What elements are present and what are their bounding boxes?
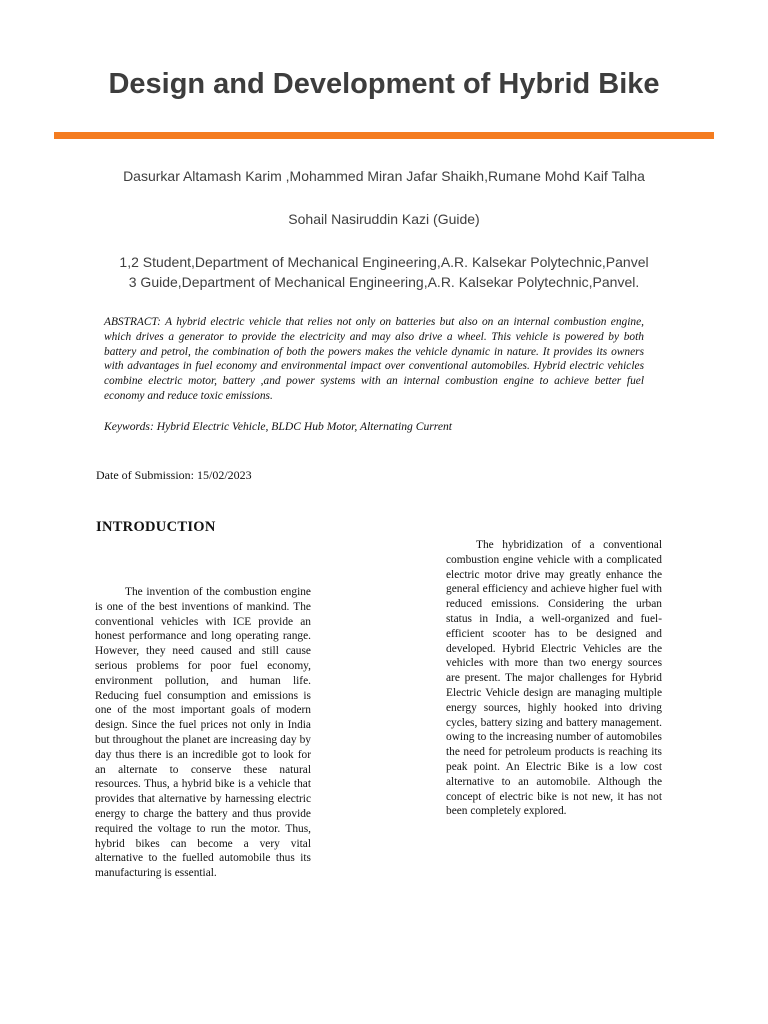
intro-paragraph-right: The hybridization of a conventional combustion engine vehicle with a complicated electric motor drive may greatly enhance the general efficiency and achieve higher fuel with reduced emissions. Considering the urban status in India, a well-organized and fuel-efficient scooter has to be designed and developed. Hybrid Electric Vehicles are the vehicles with more than two energy sources are present. The major challenges for Hybrid Electric Vehicle design are managing multiple energy sources, highly hooked into driving cycles, battery sizing and battery management. owing to the increasing number of automobiles the need for petroleum products is reaching its peak point. An Electric Bike is a low cost alternative to an automobile. Although the concept of electric bike is not new, it has not been completely explored. <box>446 539 662 818</box>
affiliation-line: 1,2 Student,Department of Mechanical Engineering,A.R. Kalsekar Polytechnic,Panvel <box>119 254 649 270</box>
keywords: Keywords: Hybrid Electric Vehicle, BLDC Hub Motor, Alternating Current <box>104 420 452 433</box>
title-divider <box>54 132 714 139</box>
intro-column-right <box>446 538 662 819</box>
affiliations <box>0 252 768 292</box>
guide-name: Sohail Nasiruddin Kazi (Guide) <box>288 211 480 227</box>
author-list: Dasurkar Altamash Karim ,Mohammed Miran Jafar Shaikh,Rumane Mohd Kaif Talha <box>123 168 645 184</box>
submission-date: Date of Submission: 15/02/2023 <box>96 468 252 482</box>
affiliation-line: 3 Guide,Department of Mechanical Engineering,A.R. Kalsekar Polytechnic,Panvel. <box>128 274 640 290</box>
paper-title: Design and Development of Hybrid Bike <box>108 68 660 100</box>
intro-paragraph-left: The invention of the combustion engine is one of the best inventions of mankind. The conventional vehicles with ICE provide an honest performance and long operating range. However, they need caused and still cause serious problems for poor fuel economy, environment pollution, and human life. Reducing fuel consumption and emissions is one of the most important goals of modern design. Since the fuel prices not only in India but throughout the planet are increasing day by day thus there is an incredible got to look for an alternate to conserve these natural resources. Thus, a hybrid bike is a vehicle that provides that alternative by harnessing electric energy to charge the battery and thus provide required the voltage to run the motor. Thus, hybrid bikes can become a very vital alternative to the fuelled automobile thus its manufacturing is essential. <box>95 586 311 880</box>
section-heading-introduction: INTRODUCTION <box>96 519 216 535</box>
intro-column-left <box>95 585 311 881</box>
abstract: ABSTRACT: A hybrid electric vehicle that relies not only on batteries but also on an internal combustion engine, which drives a generator to provide the electricity and may also drive a wheel. This vehicle is powered by both battery and petrol, the combination of both the powers makes the vehicle dynamic in nature. It provides its owners with advantages in fuel economy and environmental impact over conventional automobiles. Hybrid electric vehicles combine electric motor, battery ,and power systems with an internal combustion engine to achieve better fuel economy and reduce toxic emissions. <box>104 316 644 402</box>
